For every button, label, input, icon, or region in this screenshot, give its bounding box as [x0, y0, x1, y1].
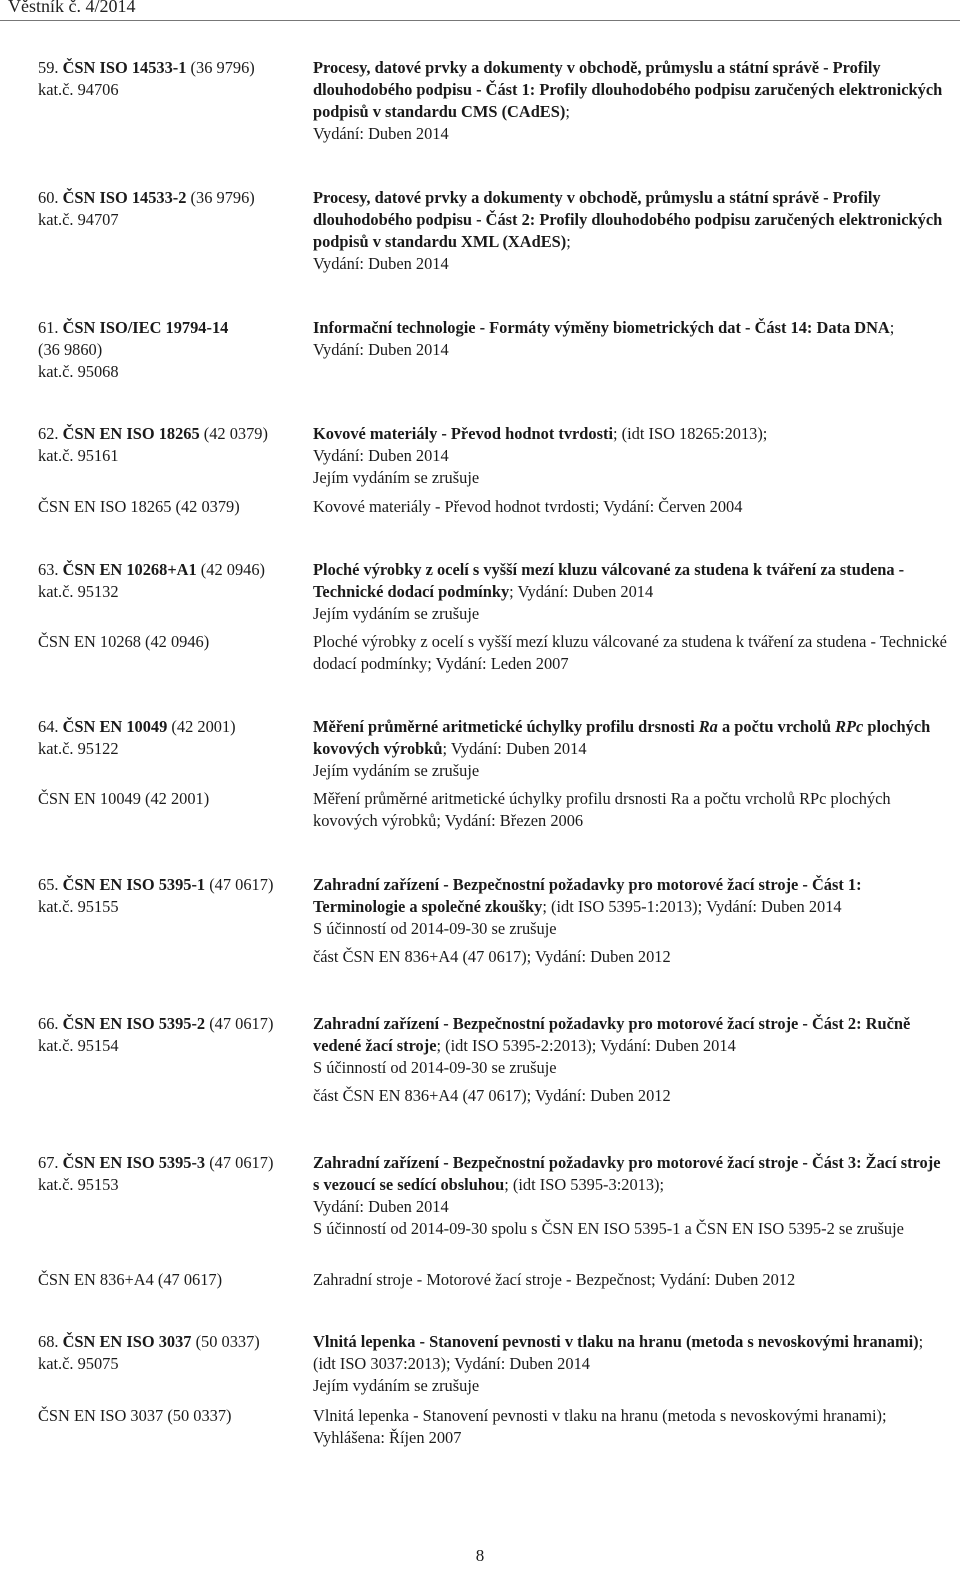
bold-text: Zahradní zařízení - Bezpečnostní požadavky pro motorové žací stroje - Část 1: Terminologie a společné zkoušky: [313, 875, 862, 916]
standard-entry: [38, 1013, 948, 1079]
text: ; Vydání: Duben 2014: [509, 582, 654, 601]
text: S účinností od 2014-09-30 se zrušuje: [313, 919, 557, 938]
text: 67.: [38, 1153, 63, 1172]
text: ; (idt ISO 3037:2013); Vydání: Duben 2014: [313, 1332, 924, 1373]
standard-entry: [38, 57, 948, 145]
standard-entry: [38, 559, 948, 625]
text: část ČSN EN 836+A4 (47 0617); Vydání: Duben 2012: [313, 947, 671, 966]
bold-text: ČSN EN ISO 18265: [62, 424, 200, 443]
text: 62.: [38, 424, 63, 443]
standard-description: [313, 1269, 948, 1291]
standard-designation: [38, 57, 313, 145]
bold-text: ČSN EN ISO 5395-2: [62, 1014, 206, 1033]
text: Jejím vydáním se zrušuje: [313, 468, 480, 487]
bold-text: ČSN EN 10268+A1: [62, 560, 197, 579]
standard-designation: [38, 716, 313, 782]
text: 68.: [38, 1332, 63, 1351]
text: ; (idt ISO 5395-1:2013); Vydání: Duben 2014: [542, 897, 842, 916]
standard-designation: [38, 1269, 313, 1291]
standard-entry: [38, 716, 948, 782]
standard-description: [313, 317, 948, 383]
bold-text: ČSN EN ISO 3037: [62, 1332, 192, 1351]
standard-description: [313, 423, 948, 489]
standard-designation: [38, 317, 313, 383]
bold-text: Procesy, datové prvky a dokumenty v obchodě, průmyslu a státní správě - Profily dlouhodobého podpisu - Část 2: Profily dlouhodobého podpisu zaručených elektronických podpisů v standardu XML (XAdES): [313, 188, 943, 251]
text: Zahradní stroje - Motorové žací stroje - Bezpečnost; Vydání: Duben 2012: [313, 1270, 796, 1289]
standard-description: [313, 788, 948, 832]
text: (47 0617): [205, 1014, 274, 1033]
standard-designation: [38, 1331, 313, 1397]
text: (36 9796): [186, 58, 255, 77]
standard-entry: [38, 1331, 948, 1397]
bold-text: Měření průměrné aritmetické úchylky profilu drsnosti: [313, 717, 699, 736]
text: (47 0617): [205, 875, 274, 894]
text: (42 0379): [199, 424, 268, 443]
text: ČSN EN 10049 (42 2001): [38, 789, 210, 808]
text: ;: [566, 232, 571, 251]
text: kat.č. 94707: [38, 210, 119, 229]
text: Jejím vydáním se zrušuje: [313, 604, 480, 623]
bold-text: a počtu vrcholů: [717, 717, 836, 736]
standard-entry: [38, 874, 948, 940]
text: kat.č. 95154: [38, 1036, 119, 1055]
bold-text: Ra: [698, 717, 718, 736]
text: kat.č. 95122: [38, 739, 119, 758]
standard-entry: [38, 317, 948, 383]
standard-designation: [38, 559, 313, 625]
standard-designation: [38, 1152, 313, 1240]
bold-text: Zahradní zařízení - Bezpečnostní požadavky pro motorové žací stroje - Část 3: Žací stroje s vezoucí se sedící obsluhou: [313, 1153, 941, 1194]
bold-text: ČSN ISO/IEC 19794-14: [62, 318, 229, 337]
header-divider: [0, 20, 960, 21]
text: ; (idt ISO 5395-3:2013);: [504, 1175, 665, 1194]
text: 63.: [38, 560, 63, 579]
text: S účinností od 2014-09-30 se zrušuje: [313, 1058, 557, 1077]
standard-entry: [38, 496, 948, 518]
text: Kovové materiály - Převod hodnot tvrdosti; Vydání: Červen 2004: [313, 497, 743, 516]
standard-description: [313, 559, 948, 625]
bold-text: Procesy, datové prvky a dokumenty v obchodě, průmyslu a státní správě - Profily dlouhodobého podpisu - Část 1: Profily dlouhodobého podpisu zaručených elektronických podpisů v standardu CMS (CAdES): [313, 58, 943, 121]
text: ; (idt ISO 5395-2:2013); Vydání: Duben 2014: [436, 1036, 736, 1055]
text: 64.: [38, 717, 63, 736]
standard-designation: [38, 1085, 313, 1107]
standard-description: [313, 716, 948, 782]
standard-description: [313, 187, 948, 275]
bold-text: ČSN EN 10049: [62, 717, 168, 736]
text: 65.: [38, 875, 63, 894]
text: Vydání: Duben 2014: [313, 446, 449, 465]
text: (36 9860): [38, 340, 103, 359]
standard-designation: [38, 1405, 313, 1449]
bold-text: Ploché výrobky z ocelí s vyšší mezí kluzu válcované za studena k tváření za studena - Technické dodací podmínky: [313, 560, 905, 601]
text: ČSN EN 836+A4 (47 0617): [38, 1270, 223, 1289]
bold-text: ČSN EN ISO 5395-3: [62, 1153, 206, 1172]
text: Jejím vydáním se zrušuje: [313, 761, 480, 780]
bold-text: RPc: [835, 717, 864, 736]
text: 61.: [38, 318, 63, 337]
text: (36 9796): [186, 188, 255, 207]
bold-text: Informační technologie - Formáty výměny biometrických dat - Část 14: Data DNA: [313, 318, 890, 337]
standard-description: [313, 874, 948, 940]
text: část ČSN EN 836+A4 (47 0617); Vydání: Duben 2012: [313, 1086, 671, 1105]
text: Ploché výrobky z ocelí s vyšší mezí kluzu válcované za studena k tváření za studena - Technické dodací podmínky; Vydání: Leden 2007: [313, 632, 947, 673]
standard-entry: [38, 1405, 948, 1449]
standard-designation: [38, 631, 313, 675]
standard-designation: [38, 788, 313, 832]
text: Vlnitá lepenka - Stanovení pevnosti v tlaku na hranu (metoda s nevoskovými hranami); Vyhlášena: Říjen 2007: [313, 1406, 887, 1447]
text: ČSN EN ISO 3037 (50 0337): [38, 1406, 232, 1425]
standard-designation: [38, 496, 313, 518]
standard-description: [313, 1405, 948, 1449]
text: Měření průměrné aritmetické úchylky profilu drsnosti Ra a počtu vrcholů RPc plochých kovových výrobků; Vydání: Březen 2006: [313, 789, 891, 830]
text: ; (idt ISO 18265:2013);: [613, 424, 768, 443]
standard-description: [313, 1152, 948, 1240]
standard-entry: [38, 946, 948, 968]
standard-designation: [38, 874, 313, 940]
standard-entry: [38, 423, 948, 489]
standard-entry: [38, 631, 948, 675]
text: kat.č. 95161: [38, 446, 119, 465]
standard-entry: [38, 1269, 948, 1291]
page-header-title: Věstník č. 4/2014: [8, 0, 136, 16]
text: S účinností od 2014-09-30 spolu s ČSN EN ISO 5395-1 a ČSN EN ISO 5395-2 se zrušuje: [313, 1219, 904, 1238]
text: kat.č. 95075: [38, 1354, 119, 1373]
bold-text: ČSN ISO 14533-2: [62, 188, 187, 207]
bold-text: ČSN ISO 14533-1: [62, 58, 187, 77]
standard-entry: [38, 788, 948, 832]
text: (42 2001): [167, 717, 236, 736]
text: kat.č. 95068: [38, 362, 119, 381]
standard-description: [313, 1013, 948, 1079]
text: 59.: [38, 58, 63, 77]
page-number: 8: [475, 1546, 485, 1565]
standard-designation: [38, 187, 313, 275]
bold-text: plochých kovových výrobků: [313, 717, 931, 758]
text: (42 0946): [196, 560, 265, 579]
standard-description: [313, 631, 948, 675]
text: kat.č. 95153: [38, 1175, 119, 1194]
text: kat.č. 95132: [38, 582, 119, 601]
standard-entry: [38, 1085, 948, 1107]
text: Jejím vydáním se zrušuje: [313, 1376, 480, 1395]
standard-entry: [38, 1152, 948, 1240]
text: kat.č. 95155: [38, 897, 119, 916]
standard-designation: [38, 1013, 313, 1079]
text: 60.: [38, 188, 63, 207]
standard-designation: [38, 423, 313, 489]
text: Vydání: Duben 2014: [313, 1197, 449, 1216]
standard-description: [313, 1085, 948, 1107]
text: ; Vydání: Duben 2014: [442, 739, 587, 758]
text: ČSN EN 10268 (42 0946): [38, 632, 210, 651]
bold-text: ČSN EN ISO 5395-1: [62, 875, 206, 894]
text: Vydání: Duben 2014: [313, 124, 449, 143]
bold-text: Vlnitá lepenka - Stanovení pevnosti v tlaku na hranu (metoda s nevoskovými hranami): [313, 1332, 919, 1351]
text: 66.: [38, 1014, 63, 1033]
text: ;: [565, 102, 570, 121]
text: ; Vydání: Duben 2014: [313, 318, 895, 359]
standard-description: [313, 496, 948, 518]
standard-description: [313, 946, 948, 968]
standard-description: [313, 57, 948, 145]
standard-designation: [38, 946, 313, 968]
text: (50 0337): [191, 1332, 260, 1351]
text: (47 0617): [205, 1153, 274, 1172]
standard-entry: [38, 187, 948, 275]
bold-text: Kovové materiály - Převod hodnot tvrdosti: [313, 424, 614, 443]
text: ČSN EN ISO 18265 (42 0379): [38, 497, 240, 516]
standard-description: [313, 1331, 948, 1397]
text: Vydání: Duben 2014: [313, 254, 449, 273]
text: kat.č. 94706: [38, 80, 119, 99]
bold-text: Zahradní zařízení - Bezpečnostní požadavky pro motorové žací stroje - Část 2: Ručně vedené žací stroje: [313, 1014, 911, 1055]
